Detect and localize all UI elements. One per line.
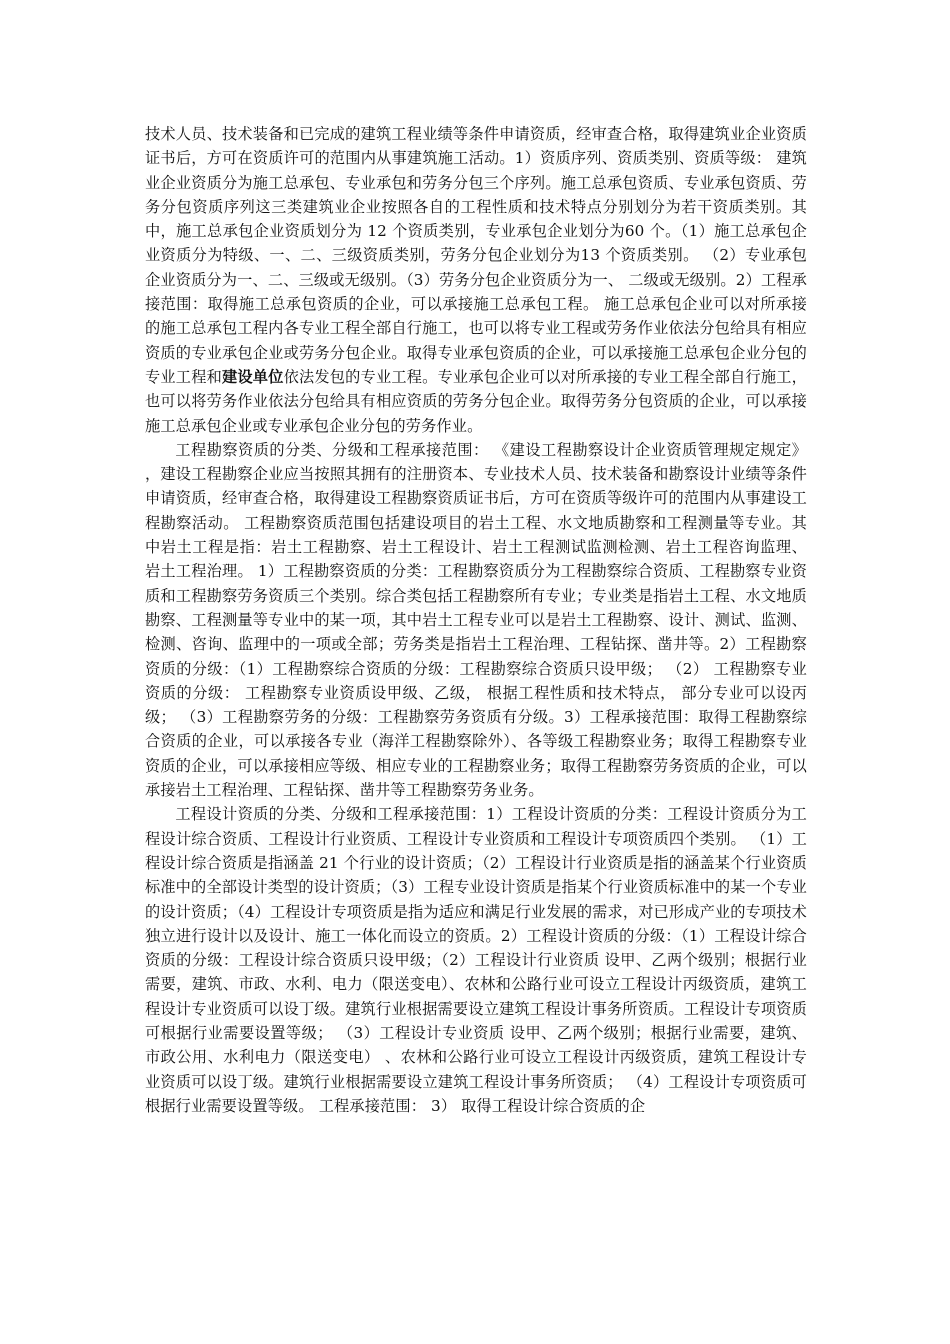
document-body — [145, 122, 807, 1118]
paragraph-text-end: 依法发包的专业工程。专业承包企业可以对所承接的专业工程全部自行施工，也可以将劳务作业依法分包给具有相应资质的劳务分包企业。取得劳务分包资质的企业，可以承接施工总承包企业或专业承包企业分包的劳务作业。 — [145, 367, 807, 435]
bold-term-construction-unit: 建设单位 — [221, 367, 284, 386]
paragraph-design-qualification: 工程设计资质的分类、分级和工程承接范围：1）工程设计资质的分类：工程设计资质分为工程设计综合资质、工程设计行业资质、工程设计专业资质和工程设计专项资质四个类别。 （1）工程设计综合资质是指涵盖 21 个行业的设计资质；（2）工程设计行业资质是指的涵盖某个行业资质标准中的全部设计类型的设计资质；（3）工程专业设计资质是指某个行业资质标准中的某一个专业的设计资质；（4）工程设计专项资质是指为适应和满足行业发展的需求，对已形成产业的专项技术独立进行设计以及设计、施工一体化而设立的资质。2）工程设计资质的分级：（1）工程设计综合资质的分级：工程设计综合资质只设甲级；（2）工程设计行业资质 设甲、乙两个级别；根据行业需要，建筑、市政、水利、电力（限送变电）、农林和公路行业可设立工程设计丙级资质，建筑工程设计专业资质可以设丁级。建筑行业根据需要设立建筑工程设计事务所资质。工程设计专项资质可根据行业需要设置等级； （3）工程设计专业资质 设甲、乙两个级别；根据行业需要，建筑、市政公用、水利电力（限送变电） 、农林和公路行业可设立工程设计丙级资质，建筑工程设计专业资质可以设丁级。建筑行业根据需要设立建筑工程设计事务所资质； （4）工程设计专项资质可根据行业需要设置等级。 工程承接范围： 3） 取得工程设计综合资质的企 — [145, 805, 807, 1115]
paragraph-construction-enterprise-qualification — [145, 122, 807, 438]
paragraph-survey-qualification: 工程勘察资质的分类、分级和工程承接范围： 《建设工程勘察设计企业资质管理规定规定》 ，建设工程勘察企业应当按照其拥有的注册资本、专业技术人员、技术装备和勘察设计业绩等条件申请资质，经审查合格，取得建设工程勘察资质证书后，方可在资质等级许可的范围内从事建设工程勘察活动。 工程勘察资质范围包括建设项目的岩土工程、水文地质勘察和工程测量等专业。其中岩土工程是指：岩土工程勘察、岩土工程设计、岩土工程测试监测检测、岩土工程咨询监理、 岩土工程治理。 1）工程勘察资质的分类：工程勘察资质分为工程勘察综合资质、工程勘察专业资质和工程勘察劳务资质三个类别。综合类包括工程勘察所有专业；专业类是指岩土工程、水文地质勘察、工程测量等专业中的某一项，其中岩土工程专业可以是岩土工程勘察、设计、测试、监测、检测、咨询、监理中的一项或全部；劳务类是指岩土工程治理、工程钻探、凿井等。2）工程勘察资质的分级：（1）工程勘察综合资质的分级：工程勘察综合资质只设甲级； （2） 工程勘察专业资质的分级： 工程勘察专业资质设甲级、乙级， 根据工程性质和技术特点， 部分专业可以设丙级； （3）工程勘察劳务的分级：工程勘察劳务资质有分级。3）工程承接范围：取得工程勘察综合资质的企业，可以承接各专业（海洋工程勘察除外）、各等级工程勘察业务；取得工程勘察专业资质的企业，可以承接相应等级、相应专业的工程勘察业务；取得工程勘察劳务资质的企业，可以承接岩土工程治理、工程钻探、凿井等工程勘察劳务业务。 — [145, 440, 807, 800]
paragraph-text-start: 技术人员、技术装备和已完成的建筑工程业绩等条件申请资质，经审查合格，取得建筑业企业资质证书后，方可在资质许可的范围内从事建筑施工活动。1）资质序列、资质类别、资质等级： 建筑业企业资质分为施工总承包、专业承包和劳务分包三个序列。施工总承包资质、专业承包资质、劳务分包资质序列这三类建筑业企业按照各自的工程性质和技术特点分别划分为若干资质类别。其中，施工总承包企业资质划分为 12 个资质类别，专业承包企业划分为60 个。（1）施工总承包企业资质分为特级、一、二、三级资质类别，劳务分包企业划分为13 个资质类别。 （2）专业承包企业资质分为一、二、三级或无级别。（3）劳务分包企业资质分为一、 二级或无级别。2）工程承接范围：取得施工总承包资质的企业，可以承接施工总承包工程。 施工总承包企业可以对所承接的施工总承包工程内各专业工程全部自行施工，也可以将专业工程或劳务作业依法分包给具有相应资质的专业承包企业或劳务分包企业。取得专业承包资质的企业，可以承接施工总承包企业分包的专业工程和 — [145, 125, 807, 386]
